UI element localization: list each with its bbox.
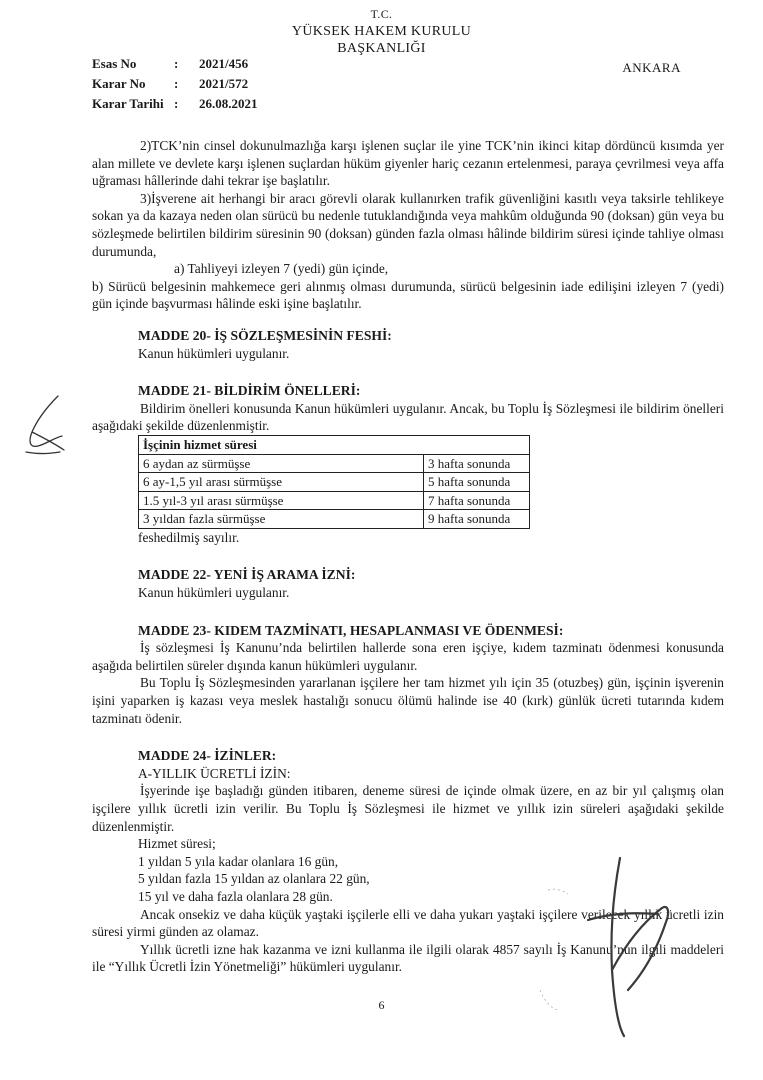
header-tc: T.C. bbox=[370, 7, 393, 21]
table-row bbox=[139, 454, 530, 473]
table-cell-duration: 6 ay-1,5 yıl arası sürmüşse bbox=[139, 473, 424, 492]
madde-24-paragraph-1: İşyerinde işe başladığı günden itibaren, deneme süresi de içinde olmak üzere, en az bir yıl çalışmış olan işçilere yıllık ücretli izin verilir. Bu Toplu İş Sözleşmesi ile hizmet ve yıllık izin süreleri aşağıdaki şekilde düzenlenmiştir. bbox=[92, 783, 724, 834]
margin-initial-signature bbox=[18, 392, 70, 464]
table-cell-notice: 5 hafta sonunda bbox=[424, 473, 530, 492]
tarih-value: 26.08.2021 bbox=[199, 96, 258, 111]
paragraph-3a: a) Tahliyeyi izleyen 7 (yedi) gün içinde, bbox=[174, 261, 389, 277]
table-header: İşçinin hizmet süresi bbox=[139, 435, 530, 454]
madde-23-paragraph-1: İş sözleşmesi İş Kanunu’nda belirtilen hallerde sona eren işçiye, kıdem tazminatı ödenmesi konusunda aşağıda belirtilen süreler dışında kanun hükümleri uygulanır. bbox=[92, 640, 724, 673]
madde-20-text: Kanun hükümleri uygulanır. bbox=[138, 345, 290, 361]
paragraph-3b-start: b) Sürücü belgesinin mahkemece geri alınmış olması durumunda, sürücü belgesinin iade edilişini izleyen 7 (yedi) gün içinde başvurması hâlinde eski işine başlatılır. bbox=[92, 278, 724, 312]
case-meta bbox=[92, 54, 258, 114]
madde-23-paragraph-2: Bu Toplu İş Sözleşmesinden yararlanan işçilere her tam hizmet yılı için 35 (otuzbeş) gün, işçinin işverenin işini yaparken iş kazası veya meslek hastalığı sonucu ölümü halinde ise 40 (kırk) günlük ücreti tutarında kıdem tazminatı ödenir. bbox=[92, 675, 724, 726]
madde-24-hizmet-label: Hizmet süresi; bbox=[138, 836, 216, 852]
madde-24-paragraph-2: Ancak onsekiz ve daha küçük yaştaki işçilerle elli ve daha yukarı yaştaki işçilere verilecek yıllık ücretli izin süresi yirmi günden az olamaz. bbox=[92, 906, 724, 940]
table-cell-notice: 7 hafta sonunda bbox=[424, 491, 530, 510]
page-number: 6 bbox=[378, 998, 385, 1012]
esas-label: Esas No bbox=[92, 56, 137, 71]
table-cell-duration: 3 yıldan fazla sürmüşse bbox=[139, 510, 424, 529]
paragraph-2: 2)TCK’nin cinsel dokunulmazlığa karşı işlenen suçlar ile yine TCK’nin ikinci kitap dördüncü kısımda yer alan millete ve devlete karşı işlenen suçlardan hüküm giyenler hariç cezanın ertelenmesi, paraya çevrilmesi veya affa uğraması hâllerinde dahi tekrar işe başlatılır. bbox=[92, 138, 724, 189]
karar-row bbox=[92, 74, 258, 94]
madde-21-text: Bildirim önelleri konusunda Kanun hükümleri uygulanır. Ancak, bu Toplu İş Sözleşmesi ile bildirim önelleri aşağıdaki şekilde düzenlenmiştir. bbox=[92, 400, 724, 434]
karar-value: 2021/572 bbox=[199, 76, 249, 91]
madde-24-list-item: 15 yıl ve daha fazla olanlara 28 gün. bbox=[138, 888, 333, 904]
notice-period-table bbox=[138, 435, 530, 529]
karar-colon: : bbox=[174, 76, 179, 91]
esas-row bbox=[92, 54, 258, 74]
table-row bbox=[139, 491, 530, 510]
signature-stamp bbox=[528, 850, 698, 1040]
madde-24-paragraph-3: Yıllık ücretli izne hak kazanma ve izni kullanma ile ilgili olarak 4857 sayılı İş Kanunu’nun ilgili maddeleri ile “Yıllık Ücretli İzin Yönetmeliği” hükümleri uygulanır. bbox=[92, 941, 724, 975]
madde-23-title: MADDE 23- KIDEM TAZMİNATI, HESAPLANMASI VE ÖDENMESİ: bbox=[138, 622, 564, 638]
city-label: ANKARA bbox=[622, 60, 681, 75]
madde-21-title: MADDE 21- BİLDİRİM ÖNELLERİ: bbox=[138, 383, 361, 399]
karar-label: Karar No bbox=[92, 76, 146, 91]
madde-24-subtitle: A-YILLIK ÜCRETLİ İZİN: bbox=[138, 765, 291, 781]
esas-colon: : bbox=[174, 56, 179, 71]
table-row bbox=[139, 510, 530, 529]
table-cell-duration: 6 aydan az sürmüşse bbox=[139, 454, 424, 473]
table-cell-duration: 1.5 yıl-3 yıl arası sürmüşse bbox=[139, 491, 424, 510]
madde-22-title: MADDE 22- YENİ İŞ ARAMA İZNİ: bbox=[138, 567, 356, 583]
madde-22-text: Kanun hükümleri uygulanır. bbox=[138, 585, 290, 601]
tarih-label: Karar Tarihi bbox=[92, 96, 164, 111]
madde-21-after: feshedilmiş sayılır. bbox=[138, 529, 240, 545]
header-org: YÜKSEK HAKEM KURULU bbox=[291, 24, 472, 39]
tarih-row bbox=[92, 94, 258, 114]
madde-24-title: MADDE 24- İZİNLER: bbox=[138, 748, 277, 764]
madde-24-list-item: 5 yıldan fazla 15 yıldan az olanlara 22 gün, bbox=[138, 871, 370, 887]
document-header bbox=[0, 6, 763, 57]
madde-20-title: MADDE 20- İŞ SÖZLEŞMESİNİN FESHİ: bbox=[138, 327, 392, 343]
table-cell-notice: 9 hafta sonunda bbox=[424, 510, 530, 529]
header-dept: BAŞKANLIĞI bbox=[337, 41, 426, 56]
table-row bbox=[139, 473, 530, 492]
paragraph-3: 3)İşverene ait herhangi bir aracı görevli olarak kullanırken trafik güvenliğini kasıtlı veya taksirle tehlikeye sokan ya da kazaya neden olan sürücü bu nedenle tutuklandığında veya mahkûm olduğunda 90 (doksan) gün veya bu sözleşmede belirtilen bildirim süresinin 90 (doksan) günden fazla olması hâlinde bildirim süresi içinde tahliye olması durumunda, bbox=[92, 190, 724, 259]
table-cell-notice: 3 hafta sonunda bbox=[424, 454, 530, 473]
esas-value: 2021/456 bbox=[199, 56, 249, 71]
madde-24-list-item: 1 yıldan 5 yıla kadar olanlara 16 gün, bbox=[138, 853, 339, 869]
tarih-colon: : bbox=[174, 96, 179, 111]
